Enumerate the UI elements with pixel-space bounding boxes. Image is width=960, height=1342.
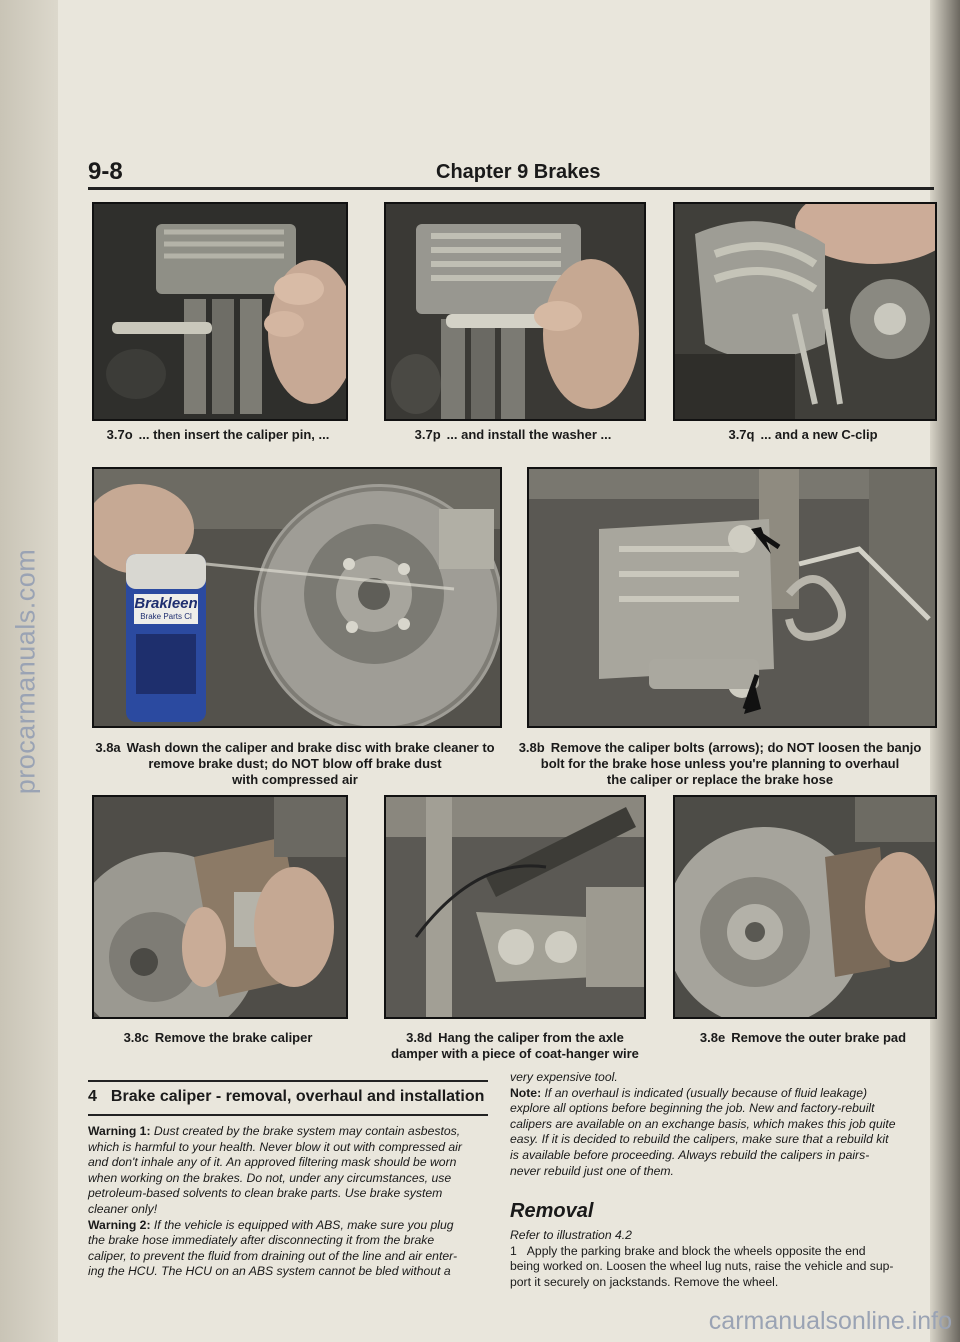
photo-3-8e xyxy=(673,795,937,1019)
spray-can-label: Brakleen Brake Parts Cl xyxy=(134,595,198,621)
photo-3-7p xyxy=(384,202,646,421)
right-column xyxy=(510,1070,932,1179)
caption-3-7q: 3.7q ... and a new C-clip xyxy=(728,427,878,442)
watermark-bottom: carmanualsonline.info xyxy=(708,1307,952,1335)
step-1: 1 Apply the parking brake and block the wheels opposite the end being worked on. Loosen the wheel lug nuts, raise the vehicle and sup- port it securely on jackstands. Remove the wheel. xyxy=(510,1243,894,1289)
section-rule-top xyxy=(88,1080,488,1082)
caption-3-8b: 3.8b Remove the caliper bolts (arrows); do NOT loosen the banjo bolt for the brake hose unless you're planning to overhaul the caliper or replace the brake hose xyxy=(518,740,922,787)
continued-text: very expensive tool. xyxy=(510,1070,618,1084)
photo-3-8b xyxy=(527,467,937,728)
page-number: 9-8 xyxy=(88,158,123,185)
illustration-ref: Refer to illustration 4.2 xyxy=(510,1228,632,1242)
page-header xyxy=(88,158,930,186)
warning-1: Warning 1: Dust created by the brake system may contain asbestos, which is harmful to your health. Never blow it out with compressed air and don't inhale any of it. An approved filtering mask should be worn when working on the brakes. Do not, under any circumstances, use petroleum-based solvents to clean brake parts. Use brake system cleaner only! xyxy=(88,1124,462,1216)
photo-3-7q xyxy=(673,202,937,421)
caption-3-8a: 3.8a Wash down the caliper and brake disc with brake cleaner to remove brake dust; do NOT blow off brake dust with compressed air xyxy=(95,740,495,787)
chapter-title: Chapter 9 Brakes xyxy=(436,161,601,183)
note: Note: If an overhaul is indicated (usually because of fluid leakage) explore all options before beginning the job. New and factory-rebuilt calipers are available on an exchange basis, which makes this job quite easy. If it is decided to rebuild the calipers, make sure that a rebuild kit is available before proceeding. Always rebuild the calipers in pairs- never rebuild just one of them. xyxy=(510,1085,896,1178)
photo-3-8a xyxy=(92,467,502,728)
removal-column xyxy=(510,1228,932,1290)
photo-3-8d xyxy=(384,795,646,1019)
section-title: 4 Brake caliper - removal, overhaul and installation xyxy=(88,1088,485,1105)
section-rule-bottom xyxy=(88,1114,488,1116)
header-rule xyxy=(88,187,934,190)
removal-heading: Removal xyxy=(510,1200,594,1222)
photo-3-7o xyxy=(92,202,348,421)
warning-2: Warning 2: If the vehicle is equipped with ABS, make sure you plug the brake hose immediately after disconnecting it from the brake caliper, to prevent the fluid from draining out of the line and air enter- ing the HCU. The HCU on an ABS system cannot be bled without a xyxy=(88,1217,458,1279)
warnings-column xyxy=(88,1124,498,1280)
caption-3-8e: 3.8e Remove the outer brake pad xyxy=(699,1030,907,1045)
caption-3-7o: 3.7o ... then insert the caliper pin, ... xyxy=(106,427,330,442)
watermark-left: procarmanuals.com xyxy=(10,548,41,794)
photo-3-8c xyxy=(92,795,348,1019)
caption-3-8c: 3.8c Remove the brake caliper xyxy=(123,1030,313,1045)
caption-3-7p: 3.7p ... and install the washer ... xyxy=(414,427,612,442)
caption-3-8d: 3.8d Hang the caliper from the axle damper with a piece of coat-hanger wire xyxy=(391,1030,639,1061)
